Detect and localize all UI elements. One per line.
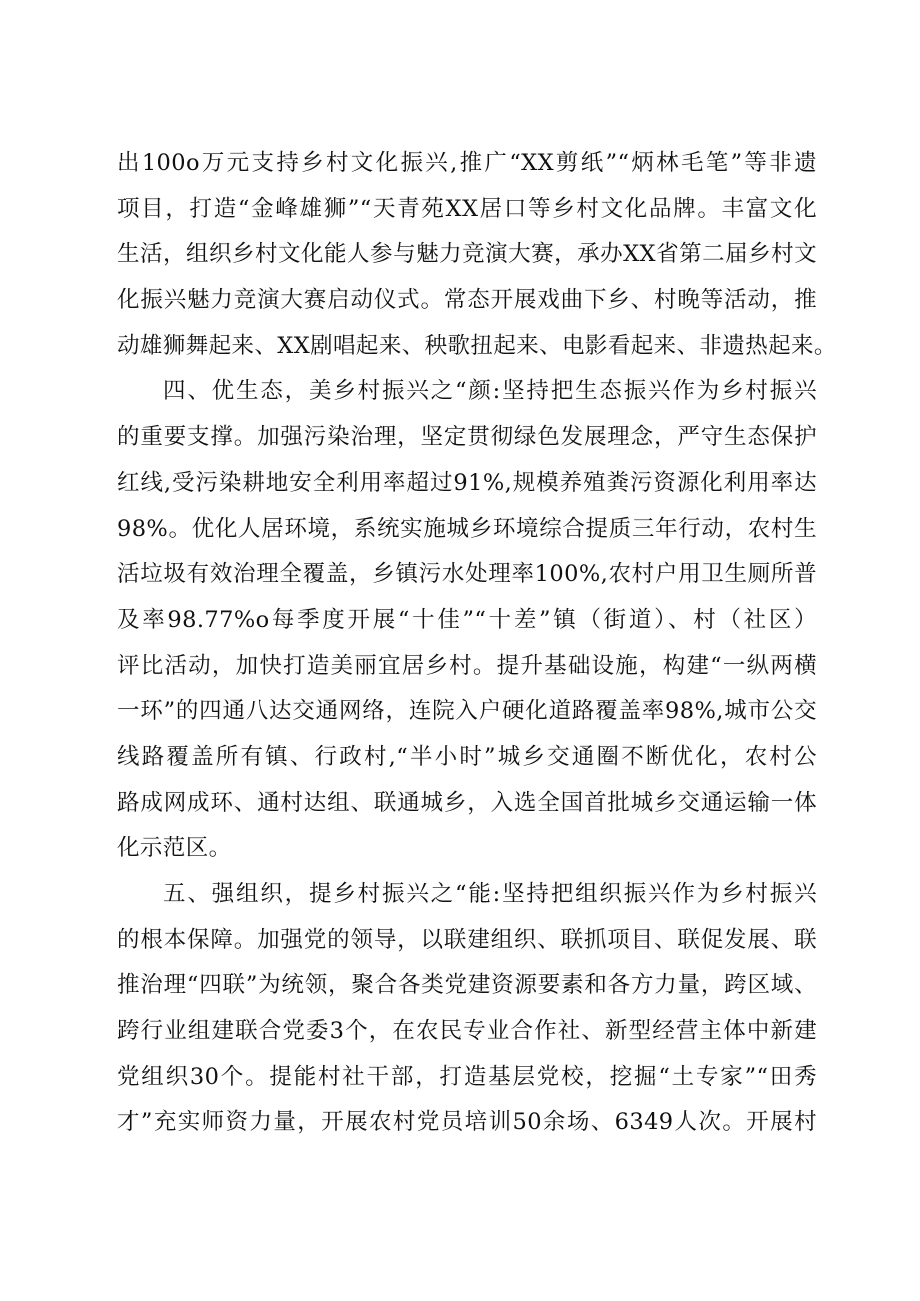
paragraph-heading-line: 五、强组织，提乡村振兴之“能:坚持把组织振兴作为乡村振兴 <box>163 881 817 907</box>
text-line: 跨行业组建联合党委3个，在农民专业合作社、新型经营主体中新建 <box>117 1018 817 1045</box>
text-line: 项目，打造“金峰雄狮”“天青苑XX居口等乡村文化品牌。丰富文化 <box>117 195 817 222</box>
paragraph-heading-line: 四、优生态，美乡村振兴之“颜:坚持把生态振兴作为乡村振兴 <box>163 378 817 405</box>
text-line: 出100o万元支持乡村文化振兴,推广“XX剪纸”“炳林毛笔”等非遗 <box>117 150 817 176</box>
text-line: 及率98.77%o每季度开展“十佳”“十差”镇（街道）、村（社区） <box>117 606 817 633</box>
body-text <box>117 141 837 1146</box>
text-line: 化振兴魅力竞演大赛启动仪式。常态开展戏曲下乡、村晚等活动，推 <box>117 287 817 314</box>
text-line: 线路覆盖所有镇、行政村,“半小时”城乡交通圈不断优化，农村公 <box>117 743 817 770</box>
text-line: 一环”的四通八达交通网络，连院入户硬化道路覆盖率98%,城市公交 <box>117 698 817 725</box>
text-line: 活垃圾有效治理全覆盖，乡镇污水处理率100%,农村户用卫生厕所普 <box>117 561 817 588</box>
text-line: 推治理“四联”为统领，聚合各类党建资源要素和各方力量，跨区域、 <box>117 972 817 999</box>
text-line: 党组织30个。提能村社干部，打造基层党校，挖掘“土专家”“田秀 <box>117 1063 817 1090</box>
text-line: 98%。优化人居环境，系统实施城乡环境综合提质三年行动，农村生 <box>117 515 817 542</box>
text-line: 红线,受污染耕地安全利用率超过91%,规模养殖粪污资源化利用率达 <box>117 469 817 496</box>
text-line: 路成网成环、通村达组、联通城乡，入选全国首批城乡交通运输一体 <box>117 789 817 816</box>
text-line: 评比活动，加快打造美丽宜居乡村。提升基础设施，构建“一纵两横 <box>117 652 817 679</box>
text-line: 动雄狮舞起来、XX剧唱起来、秧歌扭起来、电影看起来、非遗热起来。 <box>117 332 837 359</box>
text-line: 的重要支撑。加强污染治理，坚定贯彻绿色发展理念，严守生态保护 <box>117 424 817 451</box>
text-line: 生活，组织乡村文化能人参与魅力竞演大赛，承办XX省第二届乡村文 <box>117 241 817 268</box>
text-line: 才”充实师资力量，开展农村党员培训50余场、6349人次。开展村 <box>117 1109 817 1136</box>
text-line: 的根本保障。加强党的领导，以联建组织、联抓项目、联促发展、联 <box>117 926 817 953</box>
text-line: 化示范区。 <box>117 835 232 862</box>
